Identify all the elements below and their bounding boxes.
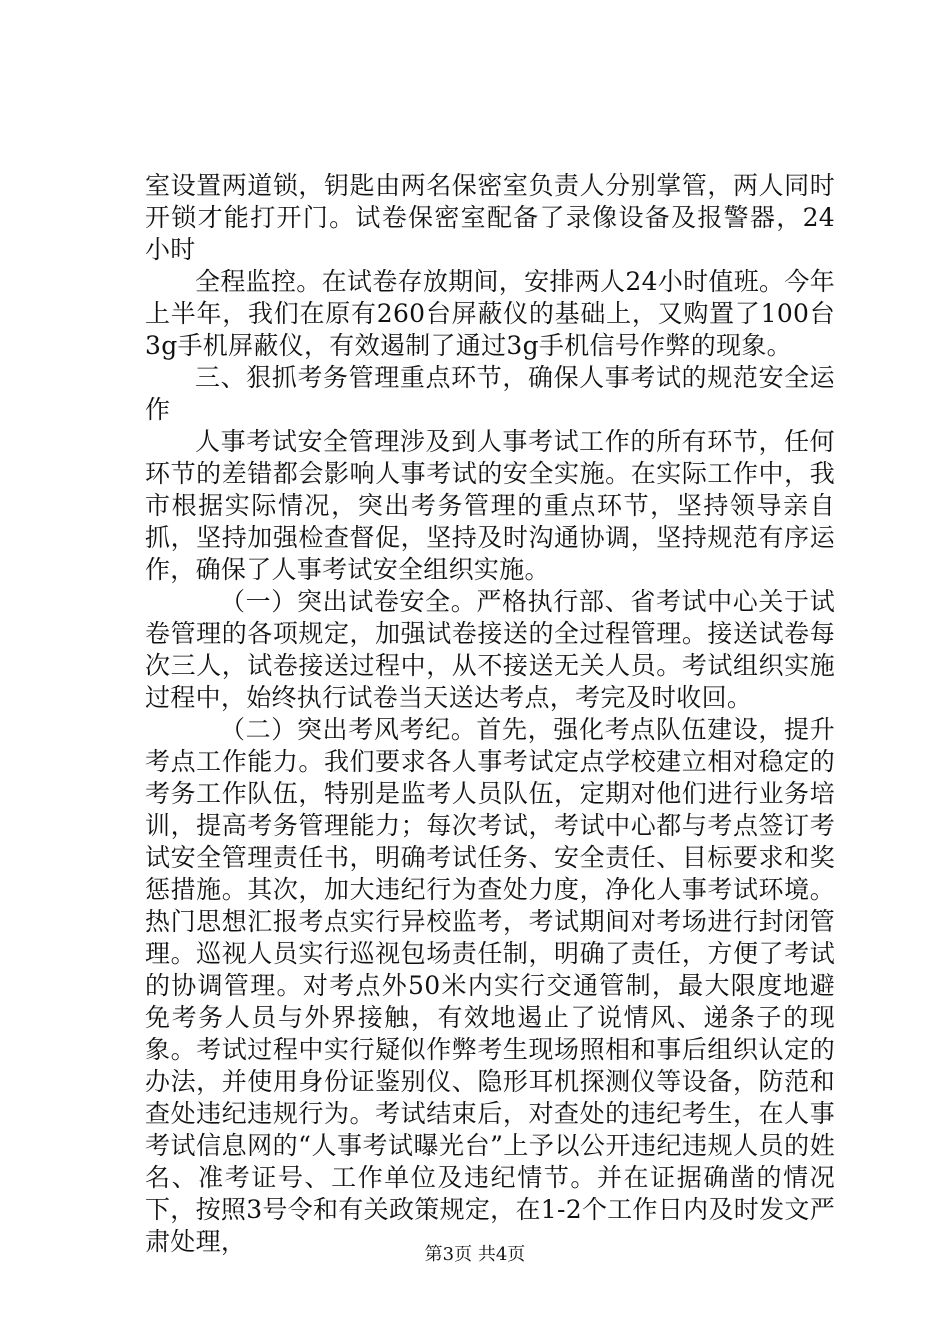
paragraph-monitoring-shielding: 全程监控。在试卷存放期间，安排两人24小时值班。今年上半年，我们在原有260台屏蔽仪的基础上，又购置了100台3g手机屏蔽仪，有效遏制了通过3g手机信号作弊的现象。 <box>145 267 835 360</box>
paragraph-safety-management-overview: 人事考试安全管理涉及到人事考试工作的所有环节，任何环节的差错都会影响人事考试的安全实施。在实际工作中，我市根据实际情况，突出考务管理的重点环节，坚持领导亲自抓，坚持加强检查督促，坚持及时沟通协调，坚持规范有序运作，确保了人事考试安全组织实施。 <box>145 427 835 584</box>
paragraph-exam-discipline: （二）突出考风考纪。首先，强化考点队伍建设，提升考点工作能力。我们要求各人事考试定点学校建立相对稳定的考务工作队伍，特别是监考人员队伍，定期对他们进行业务培训，提高考务管理能力；每次考试，考试中心都与考点签订考试安全管理责任书，明确考试任务、安全责任、目标要求和奖惩措施。其次，加大违纪行为查处力度，净化人事考试环境。热门思想汇报考点实行异校监考，考试期间对考场进行封闭管理。巡视人员实行巡视包场责任制，明确了责任，方便了考试的协调管理。对考点外50米内实行交通管制，最大限度地避免考务人员与外界接触，有效地遏止了说情风、递条子的现象。考试过程中实行疑似作弊考生现场照相和事后组织认定的办法，并使用身份证鉴别仪、隐形耳机探测仪等设备，防范和查处违纪违规行为。考试结束后，对查处的违纪考生，在人事考试信息网的“人事考试曝光台”上予以公开违纪违规人员的姓名、准考证号、工作单位及违纪情节。并在证据确凿的情况下，按照3号令和有关政策规定，在1-2个工作日内及时发文严肃处理， <box>145 715 835 1256</box>
paragraph-paper-security: （一）突出试卷安全。严格执行部、省考试中心关于试卷管理的各项规定，加强试卷接送的全过程管理。接送试卷每次三人，试卷接送过程中，从不接送无关人员。考试组织实施过程中，始终执行试卷当天送达考点，考完及时收回。 <box>145 587 835 712</box>
page-footer: 第3页 共4页 <box>424 1244 526 1265</box>
section-heading-exam-management: 三、狠抓考务管理重点环节，确保人事考试的规范安全运作 <box>145 363 835 424</box>
document-body <box>145 170 835 1258</box>
paragraph-security-room-locks: 室设置两道锁，钥匙由两名保密室负责人分别掌管，两人同时开锁才能打开门。试卷保密室配备了录像设备及报警器，24小时 <box>145 171 835 264</box>
